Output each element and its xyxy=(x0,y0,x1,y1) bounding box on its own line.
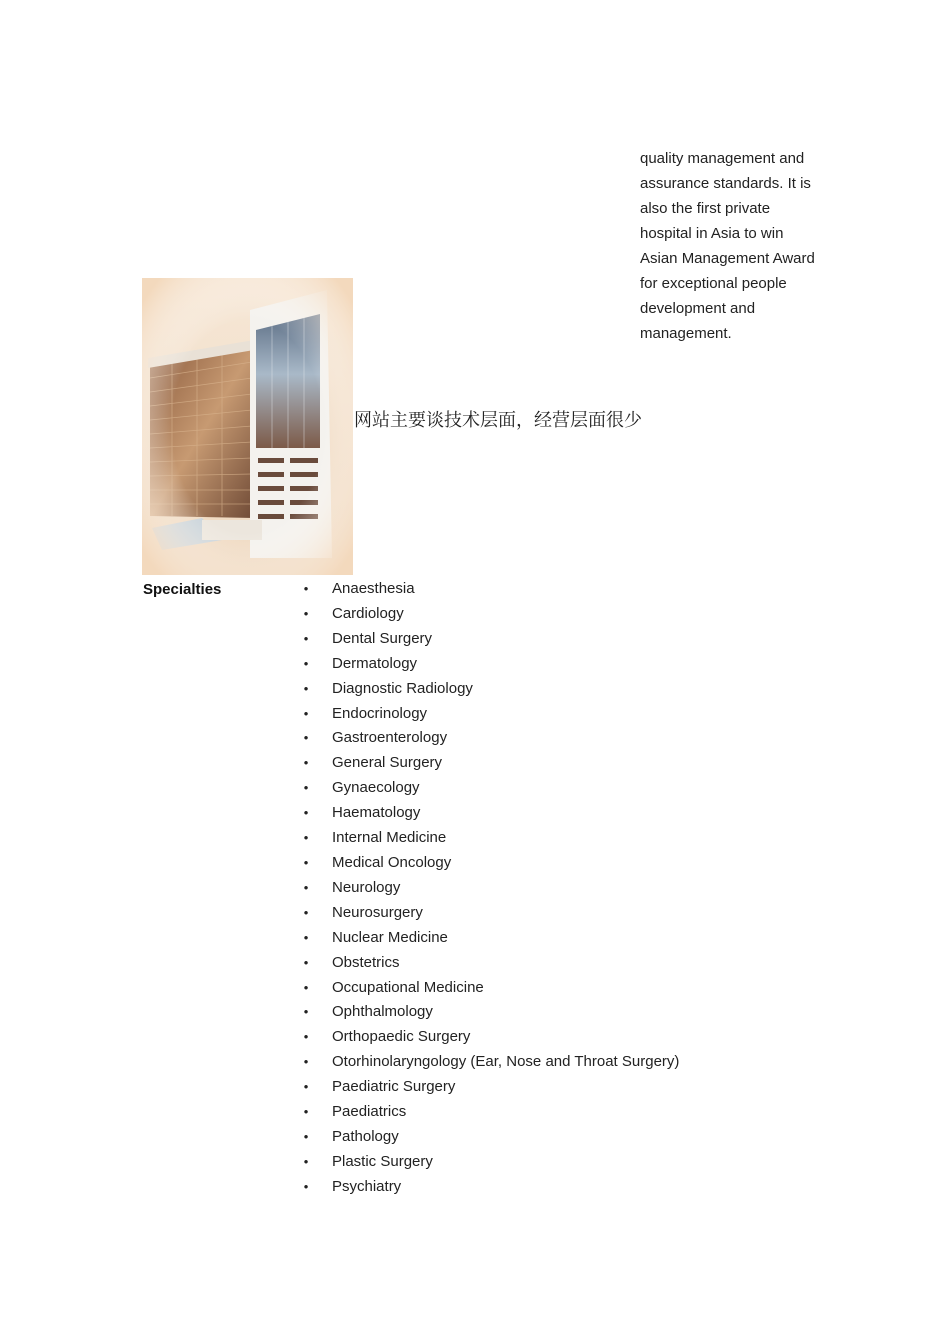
specialty-label: Orthopaedic Surgery xyxy=(332,1028,471,1046)
specialty-item xyxy=(300,577,679,602)
specialty-item xyxy=(300,702,679,727)
specialty-label: Plastic Surgery xyxy=(332,1152,433,1170)
bullet-icon: • xyxy=(303,630,309,646)
bullet-icon: • xyxy=(303,904,309,920)
specialty-item xyxy=(300,1025,679,1050)
bullet-icon: • xyxy=(303,854,309,870)
specialty-label: Paediatric Surgery xyxy=(332,1078,456,1096)
specialty-item xyxy=(300,1050,679,1075)
specialty-item xyxy=(300,801,679,826)
specialty-item xyxy=(300,901,679,926)
bullet-icon: • xyxy=(303,929,309,945)
bullet-icon: • xyxy=(303,705,309,721)
specialty-item xyxy=(300,726,679,751)
specialty-item xyxy=(300,876,679,901)
specialty-item xyxy=(300,1075,679,1100)
specialty-label: Paediatrics xyxy=(332,1103,407,1121)
specialty-label: General Surgery xyxy=(332,754,443,772)
specialty-label: Otorhinolaryngology (Ear, Nose and Throat Surgery) xyxy=(332,1053,680,1071)
bullet-icon: • xyxy=(303,680,309,696)
bullet-icon: • xyxy=(303,730,309,746)
specialty-label: Obstetrics xyxy=(332,953,400,971)
specialty-label: Internal Medicine xyxy=(332,829,447,847)
specialty-item xyxy=(300,1125,679,1150)
specialty-item xyxy=(300,1175,679,1200)
specialty-label: Gynaecology xyxy=(332,779,420,797)
specialty-label: Diagnostic Radiology xyxy=(332,679,473,697)
bullet-icon: • xyxy=(303,655,309,671)
bullet-icon: • xyxy=(303,879,309,895)
specialty-label: Psychiatry xyxy=(332,1177,402,1195)
specialty-item xyxy=(300,627,679,652)
specialty-item xyxy=(300,677,679,702)
specialty-label: Cardiology xyxy=(332,604,404,622)
specialty-label: Neurosurgery xyxy=(332,903,423,921)
specialty-label: Dental Surgery xyxy=(332,629,433,647)
specialty-item xyxy=(300,951,679,976)
hospital-building-photo xyxy=(142,278,353,575)
specialty-item xyxy=(300,1100,679,1125)
bullet-icon: • xyxy=(303,1029,309,1045)
specialty-item xyxy=(300,776,679,801)
intro-paragraph: quality management and assurance standards. It is also the first private hospital in Asia to win Asian Management Award for exceptional people development and management. xyxy=(640,150,815,342)
specialty-item xyxy=(300,1150,679,1175)
specialty-label: Neurology xyxy=(332,878,401,896)
specialties-list xyxy=(300,577,679,1200)
bullet-icon: • xyxy=(303,954,309,970)
bullet-icon: • xyxy=(303,1079,309,1095)
specialty-item xyxy=(300,652,679,677)
specialty-label: Anaesthesia xyxy=(332,580,415,597)
bullet-icon: • xyxy=(303,1128,309,1144)
specialty-label: Haematology xyxy=(332,804,421,822)
bullet-icon: • xyxy=(303,979,309,995)
specialty-item xyxy=(300,1000,679,1025)
specialty-label: Occupational Medicine xyxy=(332,978,484,996)
specialty-label: Nuclear Medicine xyxy=(332,928,448,946)
bullet-icon: • xyxy=(303,830,309,846)
cjk-note: 网站主要谈技术层面，经营层面很少 xyxy=(354,410,642,431)
bullet-icon: • xyxy=(303,805,309,821)
specialty-label: Medical Oncology xyxy=(332,853,452,871)
specialties-label: Specialties xyxy=(143,581,222,598)
bullet-icon: • xyxy=(303,1104,309,1120)
bullet-icon: • xyxy=(303,780,309,796)
bullet-icon: • xyxy=(303,605,309,621)
specialty-item xyxy=(300,826,679,851)
bullet-icon: • xyxy=(303,1054,309,1070)
bullet-icon: • xyxy=(303,1153,309,1169)
specialty-label: Gastroenterology xyxy=(332,729,448,747)
specialty-item xyxy=(300,851,679,876)
specialty-item xyxy=(300,602,679,627)
specialty-label: Pathology xyxy=(332,1127,399,1145)
bullet-icon: • xyxy=(303,1004,309,1020)
bullet-icon: • xyxy=(303,755,309,771)
specialty-item xyxy=(300,751,679,776)
specialty-label: Endocrinology xyxy=(332,704,428,722)
bullet-icon: • xyxy=(303,1178,309,1194)
bullet-icon: • xyxy=(303,581,309,596)
specialty-label: Ophthalmology xyxy=(332,1003,433,1021)
specialty-label: Dermatology xyxy=(332,654,418,672)
specialty-item xyxy=(300,926,679,951)
specialty-item xyxy=(300,976,679,1001)
